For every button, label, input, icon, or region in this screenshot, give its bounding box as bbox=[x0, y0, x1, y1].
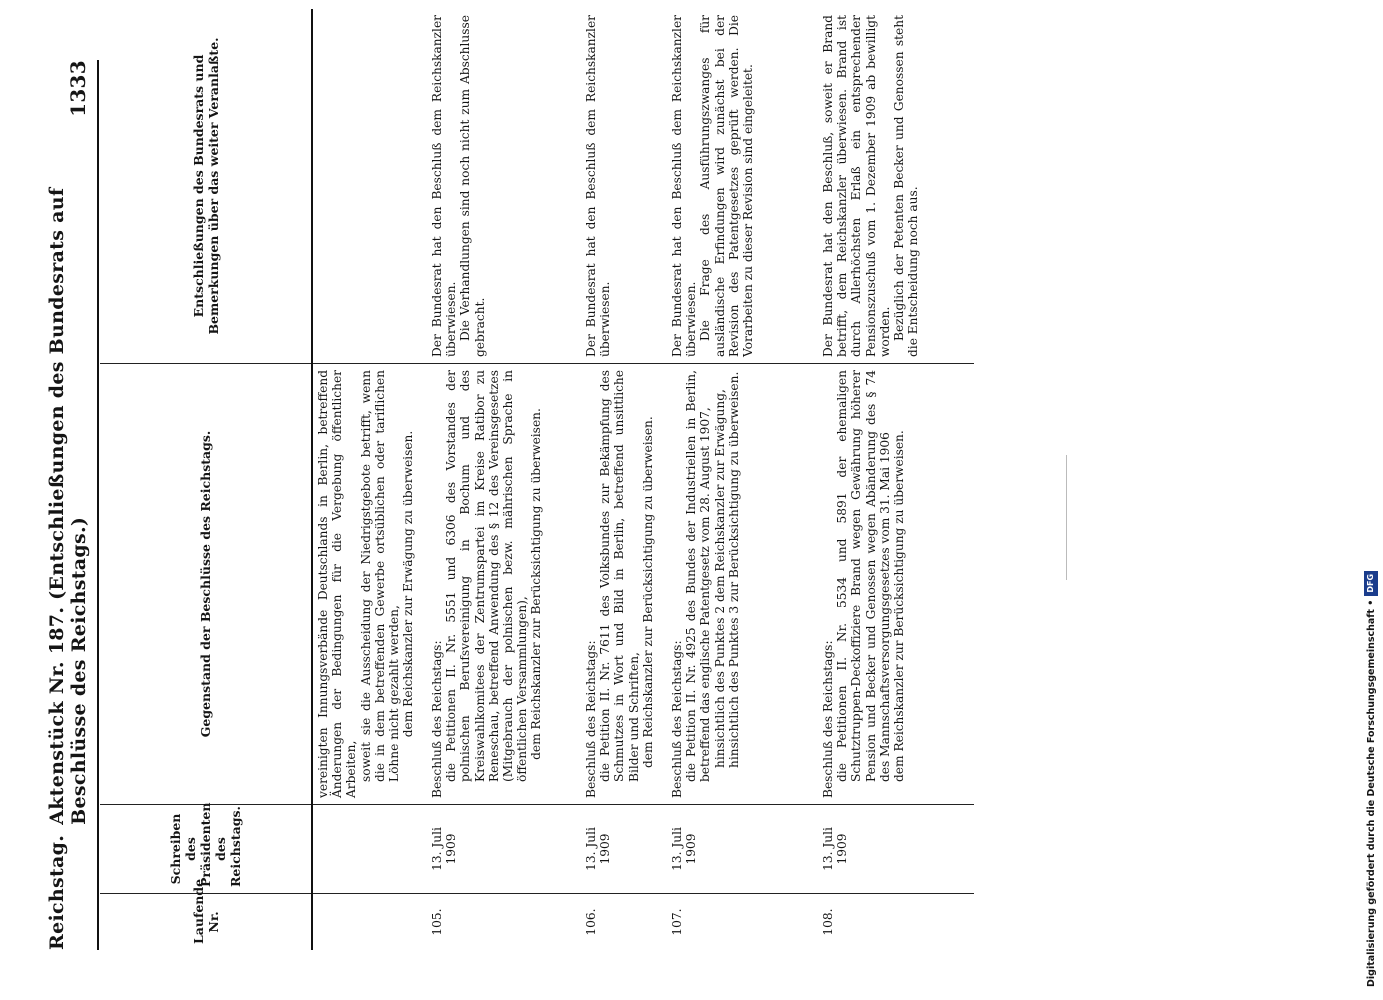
subject-cell bbox=[427, 364, 581, 805]
subject-text: die Petition II. Nr. 4925 des Bundes der Industriellen in Berlin, betreffend das englische Patentgesetz vom 28. August 1907, bbox=[684, 370, 713, 782]
resolution-cell bbox=[667, 9, 818, 364]
resolution-text: Die Verhandlungen sind noch nicht zum Abschlusse gebracht. bbox=[458, 15, 487, 357]
running-head bbox=[46, 60, 90, 950]
resolution-text: Der Bundesrat hat den Beschluß dem Reichskanzler überwiesen. bbox=[430, 15, 459, 357]
table-row bbox=[818, 9, 974, 950]
header-title: Aktenstück Nr. 187. (Entschließungen des Bundesrats auf Beschlüsse des Reichstags.) bbox=[46, 187, 90, 825]
row-date: 13. Juli 1909 bbox=[581, 805, 667, 894]
page-number: 1333 bbox=[66, 60, 90, 117]
resolutions-table bbox=[100, 9, 974, 950]
resolution-text: Der Bundesrat hat den Beschluß dem Reichskanzler überwiesen. bbox=[670, 15, 699, 357]
subject-text: hinsichtlich des Punktes 3 zur Berücksichtigung zu überweisen. bbox=[726, 371, 741, 768]
table-row bbox=[667, 9, 818, 950]
subject-text: hinsichtlich des Punktes 2 dem Reichskanzler zur Erwägung, bbox=[712, 389, 727, 768]
scan-mark bbox=[1066, 455, 1067, 580]
subject-text: die Petition II. Nr. 7611 des Volksbundes zur Bekämpfung des Schmutzes in Wort und Bild in Berlin, betreffend unsittliche Bilder und Schriften, bbox=[598, 370, 641, 782]
resolution-text: Der Bundesrat hat den Beschluß, soweit er Brand betrifft, dem Reichskanzler überwiesen. Brand ist durch Allerhöchsten Erlaß ein entsprechender Pensionszuschuß vom 1. Dezember 1909 ab bewilligt worden. bbox=[821, 15, 892, 357]
subject-text: Beschluß des Reichstags: bbox=[670, 640, 684, 798]
subject-cell bbox=[312, 364, 427, 805]
subject-text: Beschluß des Reichstags: bbox=[584, 640, 598, 798]
column-header-resolution: Entschließungen des Bundesrats und Bemerkungen über das weiter Veranlaßte. bbox=[100, 9, 312, 364]
resolution-text: Der Bundesrat hat den Beschluß dem Reichskanzler überwiesen. bbox=[584, 15, 613, 357]
subject-text: die Petitionen II. Nr. 5534 und 5891 der ehemaligen Schutztruppen-Deckoffiziere Brand wegen Gewährung höherer Pension und Becker und Genossen wegen Abänderung des § 74 des Mannschaftsversorgungsgesetzes vom 31. Mai 1906 bbox=[835, 370, 892, 782]
subject-text: dem Reichskanzler zur Berücksichtigung zu überweisen. bbox=[529, 408, 544, 760]
subject-text: Beschluß des Reichstags: bbox=[430, 640, 444, 798]
column-header-subject: Gegenstand der Beschlüsse des Reichstags. bbox=[100, 364, 312, 805]
row-number: 108. bbox=[821, 908, 835, 936]
subject-text: dem Reichskanzler zur Berücksichtigung zu überweisen. bbox=[640, 416, 655, 768]
header-left-label: Reichstag. bbox=[46, 834, 68, 950]
table-row bbox=[581, 9, 667, 950]
row-date: 13. Juli 1909 bbox=[818, 805, 974, 894]
subject-text: dem Reichskanzler zur Erwägung zu überweisen. bbox=[401, 430, 416, 738]
row-date: 13. Juli 1909 bbox=[427, 805, 581, 894]
column-header-date: Schreiben des Präsidenten des Reichstags. bbox=[100, 805, 312, 894]
subject-text: soweit sie die Ausscheidung der Niedrigstgebote betrifft, wenn die in dem betreffenden Gewerbe ortsüblichen oder tariflichen Löhne nicht gezahlt werden, bbox=[358, 370, 402, 782]
row-number: 106. bbox=[584, 908, 598, 936]
subject-text: die Petitionen II. Nr. 5551 und 6306 des Vorstandes der polnischen Berufsvereinigung in Bochum und des Kreiswahlkomitees der Zentrumspartei im Kreise Ratibor zu Reneschau, betreffend Anwendung des § 12 des Vereinsgesetzes (Mitgebrauch der polnischen bezw. mährischen Sprache in öffentlichen Versammlungen), bbox=[444, 370, 530, 782]
digitization-note bbox=[1362, 12, 1380, 987]
column-header-nr: Laufende Nr. bbox=[100, 894, 312, 951]
resolution-cell bbox=[818, 9, 974, 364]
rotated-page bbox=[46, 15, 1000, 950]
resolution-text: Die Frage des Ausführungszwanges für ausländische Erfindungen wird zunächst bei der Revision des Patentgesetzes geprüft werden. Die Vorarbeiten zu dieser Revision sind eingeleitet. bbox=[698, 15, 756, 357]
subject-cell bbox=[667, 364, 818, 805]
table-row-continuation bbox=[312, 9, 427, 950]
subject-text: Beschluß des Reichstags: bbox=[821, 640, 835, 798]
resolution-cell bbox=[427, 9, 581, 364]
subject-cell bbox=[581, 364, 667, 805]
dfg-logo: DFG bbox=[1364, 571, 1378, 596]
subject-cell bbox=[818, 364, 974, 805]
row-date: 13. Juli 1909 bbox=[667, 805, 818, 894]
subject-text: vereinigten Innungsverbände Deutschlands in Berlin, betreffend Änderungen der Bedingungen für die Vergebung öffentlicher Arbeiten, bbox=[316, 370, 359, 798]
subject-text: dem Reichskanzler zur Berücksichtigung zu überweisen. bbox=[892, 430, 907, 782]
table-row bbox=[427, 9, 581, 950]
resolution-cell bbox=[581, 9, 667, 364]
resolution-text: Bezüglich der Petenten Becker und Genossen steht die Entscheidung noch aus. bbox=[892, 15, 921, 357]
row-number: 107. bbox=[670, 908, 684, 936]
digitization-note-text: Digitalisierung gefördert durch die Deutsche Forschungsgemeinschaft • bbox=[1365, 599, 1377, 987]
header-rule bbox=[97, 60, 99, 950]
row-number: 105. bbox=[430, 908, 444, 936]
